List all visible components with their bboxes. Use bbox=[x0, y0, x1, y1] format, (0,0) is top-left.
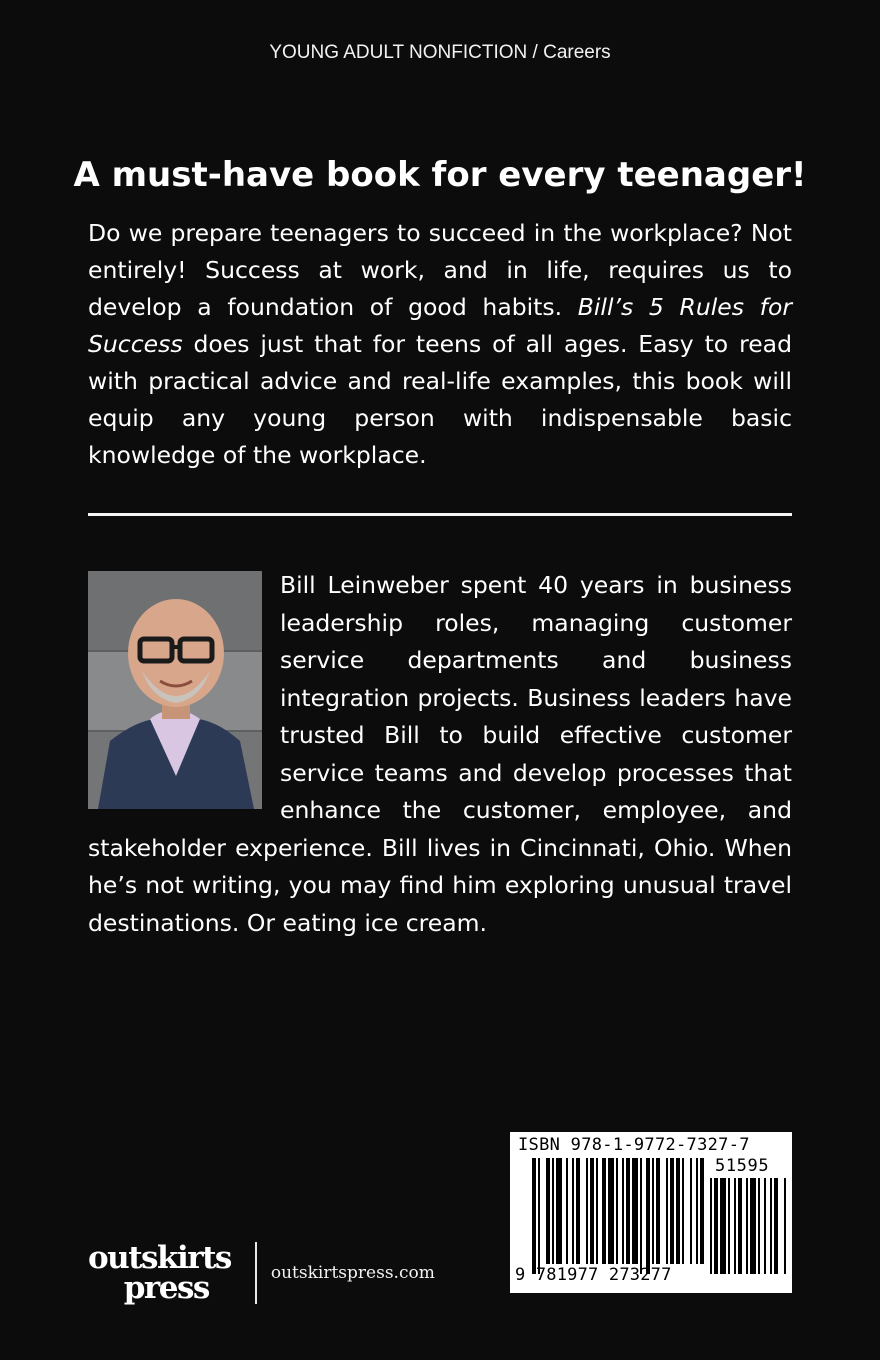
isbn-label: ISBN 978-1-9772-7327-7 bbox=[518, 1135, 750, 1155]
publisher-logo bbox=[88, 1240, 231, 1306]
barcode-bar bbox=[700, 1158, 704, 1264]
addon-bar bbox=[758, 1178, 760, 1274]
book-title: Bill’s 5 Rules for Success bbox=[88, 293, 792, 358]
barcode-bar bbox=[608, 1158, 614, 1264]
isbn-barcode bbox=[510, 1132, 792, 1293]
publisher-website: outskirtspress.com bbox=[270, 1263, 435, 1283]
addon-bar bbox=[720, 1178, 726, 1274]
price-code: 51595 bbox=[715, 1156, 770, 1176]
barcode-bar bbox=[576, 1158, 580, 1264]
barcode-bar bbox=[602, 1158, 606, 1264]
ean-digits: 9 781977 273277 bbox=[515, 1265, 672, 1285]
barcode-bar bbox=[670, 1158, 674, 1264]
addon-bar bbox=[774, 1178, 778, 1274]
publisher-logo-line1: outskirts bbox=[88, 1240, 231, 1276]
addon-bar bbox=[728, 1178, 730, 1274]
barcode-bar bbox=[552, 1158, 554, 1264]
addon-bar bbox=[746, 1178, 748, 1274]
author-photo bbox=[88, 571, 262, 809]
publisher-logo-line2: press bbox=[123, 1270, 209, 1306]
description-text-2: does just that for teens of all ages. Easy to read with practical advice and real-life examples, this book will equip any young person with indispensable basic knowledge of the workplace. bbox=[88, 330, 792, 469]
headline: A must-have book for every teenager! bbox=[73, 155, 807, 195]
addon-bar bbox=[764, 1178, 766, 1274]
addon-bar bbox=[734, 1178, 736, 1274]
barcode-bar bbox=[572, 1158, 574, 1264]
barcode-bar bbox=[546, 1158, 550, 1264]
barcode-bar bbox=[622, 1158, 624, 1264]
barcode-bar bbox=[646, 1158, 650, 1274]
addon-bar bbox=[784, 1178, 786, 1274]
barcode-bar bbox=[656, 1158, 660, 1264]
barcode-bar bbox=[590, 1158, 594, 1264]
description-text-1: Do we prepare teenagers to succeed in the workplace? Not entirely! Success at work, and in life, requires us to develop a foundation of good habits. bbox=[88, 219, 792, 321]
barcode-bar bbox=[586, 1158, 588, 1264]
barcode-bar bbox=[626, 1158, 630, 1264]
barcode-bar bbox=[616, 1158, 618, 1264]
publisher-divider bbox=[255, 1242, 257, 1304]
barcode-bar bbox=[532, 1158, 536, 1274]
barcode-bar bbox=[640, 1158, 642, 1274]
barcode-bar bbox=[652, 1158, 654, 1264]
addon-bar bbox=[738, 1178, 742, 1274]
author-bio-text: Bill Leinweber spent 40 years in business leadership roles, managing customer service departments and business integration projects. Business leaders have trusted Bill to build effective customer service teams and develop processes that enhance the customer, employee, and stakeholder experience. Bill lives in Cincinnati, Ohio. When he’s not writing, you may find him exploring unusual travel destinations. Or eating ice cream. bbox=[88, 571, 792, 937]
author-bio-block bbox=[88, 567, 792, 942]
barcode-bar bbox=[682, 1158, 684, 1264]
addon-bar bbox=[770, 1178, 772, 1274]
barcode-bar bbox=[566, 1158, 568, 1264]
barcode-bar bbox=[696, 1158, 698, 1264]
addon-bar bbox=[710, 1178, 712, 1274]
barcode-bar bbox=[690, 1158, 692, 1264]
barcode-bar bbox=[538, 1158, 540, 1274]
addon-bar bbox=[750, 1178, 756, 1274]
barcode-bar bbox=[666, 1158, 668, 1264]
barcode-bar bbox=[632, 1158, 638, 1264]
barcode-bar bbox=[676, 1158, 680, 1264]
barcode-bar bbox=[556, 1158, 562, 1264]
addon-bar bbox=[714, 1178, 718, 1274]
divider-rule bbox=[88, 513, 792, 516]
category-label: YOUNG ADULT NONFICTION / Careers bbox=[269, 42, 611, 63]
barcode-bar bbox=[596, 1158, 598, 1264]
book-description bbox=[88, 215, 792, 474]
publisher-block bbox=[88, 1238, 435, 1308]
